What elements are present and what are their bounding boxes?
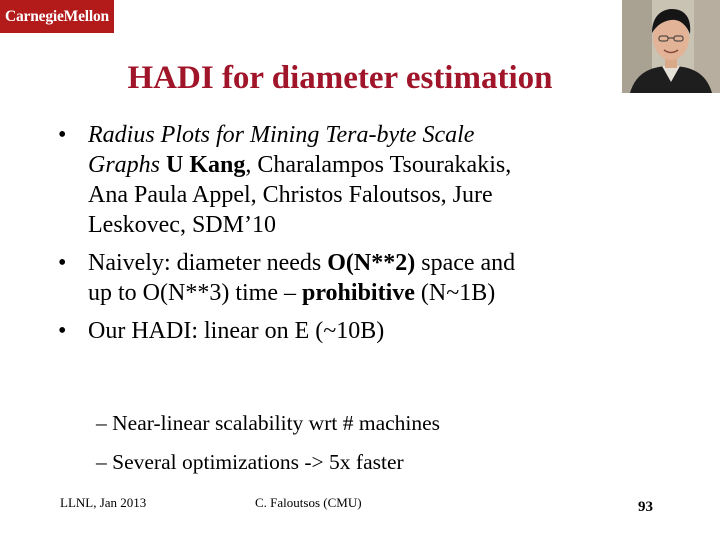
bullet-naive xyxy=(58,248,688,308)
subbullet-scalability: – Near-linear scalability wrt # machines xyxy=(96,411,441,435)
bullet-paper xyxy=(58,120,688,240)
bullet-list xyxy=(58,120,688,354)
speaker-photo xyxy=(622,0,720,93)
author-kang: Kang xyxy=(189,152,246,178)
naive-text-2: space and xyxy=(415,250,516,276)
paper-title-cont: Graphs xyxy=(88,152,161,178)
footer-venue: LLNL, Jan 2013 xyxy=(60,495,147,510)
author-u: U xyxy=(160,152,190,178)
naive-text-3: up to O(N**3) time – xyxy=(88,280,302,306)
subbullet-optimizations: – Several optimizations -> 5x faster xyxy=(96,450,404,474)
authors-line3: Leskovec, SDM’10 xyxy=(88,212,276,238)
bullet-dot: • xyxy=(58,122,67,148)
naive-text-4: (N~1B) xyxy=(414,280,496,306)
cmu-logo: CarnegieMellon xyxy=(0,0,114,33)
naive-text: Naively: diameter needs xyxy=(88,250,328,276)
prohibitive-text: prohibitive xyxy=(301,280,415,306)
bullet-hadi xyxy=(58,316,688,346)
slide-title: HADI for diameter estimation xyxy=(127,60,553,96)
naive-space: O(N**2) xyxy=(327,250,416,276)
bullet-dot: • xyxy=(58,318,67,344)
authors-rest: , Charalampos Tsourakakis, xyxy=(245,152,512,178)
page-number: 93 xyxy=(638,499,653,515)
authors-line2: Ana Paula Appel, Christos Faloutsos, Jure xyxy=(88,182,493,208)
paper-title: Radius Plots for Mining Tera-byte Scale xyxy=(88,122,475,148)
bullet-dot: • xyxy=(58,250,67,276)
hadi-text: Our HADI: linear on E (~10B) xyxy=(88,318,385,344)
footer-author: C. Faloutsos (CMU) xyxy=(255,495,362,510)
subbullet-list xyxy=(96,410,696,488)
